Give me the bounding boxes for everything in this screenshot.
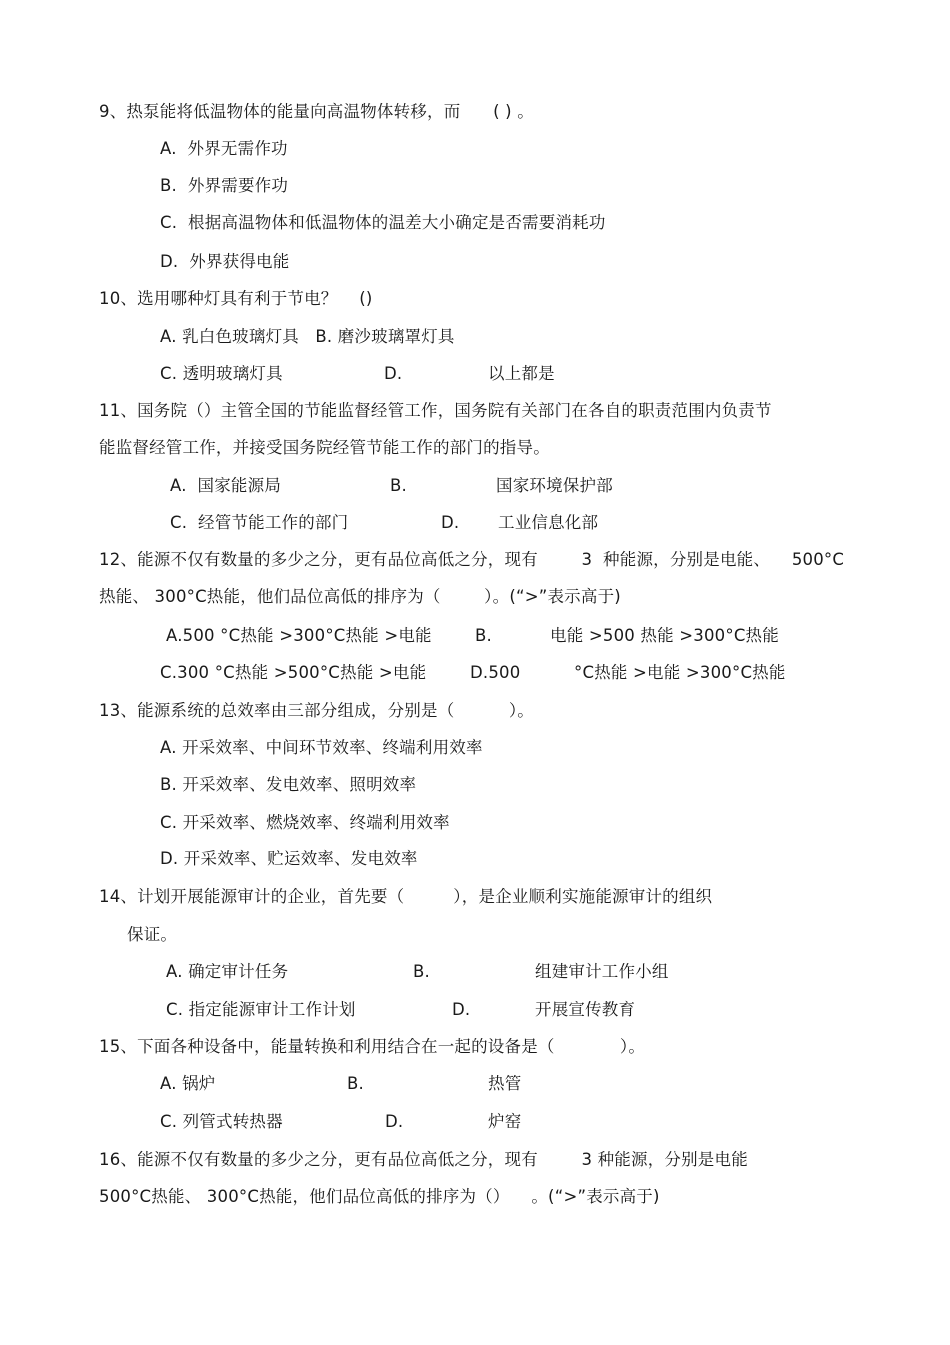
q11-stem-line2: 能监督经管工作，并接受国务院经管节能工作的部门的指导。 bbox=[99, 438, 550, 457]
q14-option-a: A. 确定审计任务 bbox=[166, 962, 289, 981]
q11-option-b-letter: B. bbox=[390, 476, 407, 495]
q14-stem-line2: 保证。 bbox=[127, 925, 178, 944]
q13-option-a: A. 开采效率、中间环节效率、终端利用效率 bbox=[160, 738, 483, 757]
q12-option-d-letter: D.500 bbox=[470, 663, 521, 682]
q14-option-d-text: 开展宣传教育 bbox=[535, 1000, 636, 1019]
q11-option-c: C. 经管节能工作的部门 bbox=[170, 513, 349, 532]
q12-stem-line2: 热能、 300°C热能，他们品位高低的排序为（ ）。(“>”表示高于) bbox=[99, 587, 621, 606]
q12-stem-line1: 12、能源不仅有数量的多少之分，更有品位高低之分，现有 3 种能源，分别是电能、 500°C bbox=[99, 550, 845, 569]
q13-option-d: D. 开采效率、贮运效率、发电效率 bbox=[160, 849, 418, 868]
q12-option-b-text: 电能 >500 热能 >300°C热能 bbox=[550, 626, 779, 645]
q14-option-c: C. 指定能源审计工作计划 bbox=[166, 1000, 356, 1019]
q16-stem-line2: 500°C热能、 300°C热能，他们品位高低的排序为（） 。(“>”表示高于) bbox=[99, 1187, 660, 1206]
q9-option-b: B. 外界需要作功 bbox=[160, 176, 289, 195]
q14-option-b-text: 组建审计工作小组 bbox=[535, 962, 669, 981]
q12-option-c: C.300 °C热能 >500°C热能 >电能 bbox=[160, 663, 427, 682]
q14-stem-line1: 14、计划开展能源审计的企业，首先要（ ），是企业顺利实施能源审计的组织 bbox=[99, 887, 713, 906]
q10-option-c: C. 透明玻璃灯具 bbox=[160, 364, 283, 383]
q10-option-d-letter: D. bbox=[384, 364, 403, 383]
q16-stem-line1: 16、能源不仅有数量的多少之分，更有品位高低之分，现有 3 种能源，分别是电能 bbox=[99, 1150, 748, 1169]
q11-option-d-text: 工业信息化部 bbox=[498, 513, 599, 532]
q11-stem-line1: 11、国务院（）主管全国的节能监督经管工作，国务院有关部门在各自的职责范围内负责节 bbox=[99, 401, 772, 420]
q15-option-b-letter: B. bbox=[347, 1074, 364, 1093]
q9-stem: 9、热泵能将低温物体的能量向高温物体转移，而 ( ) 。 bbox=[99, 102, 534, 121]
q14-option-b-letter: B. bbox=[413, 962, 430, 981]
q12-option-d-text: °C热能 >电能 >300°C热能 bbox=[574, 663, 786, 682]
q15-option-c: C. 列管式转热器 bbox=[160, 1112, 283, 1131]
q10-option-ab: A. 乳白色玻璃灯具 B. 磨沙玻璃罩灯具 bbox=[160, 327, 455, 346]
q14-option-d-letter: D. bbox=[452, 1000, 471, 1019]
q15-option-d-text: 炉窑 bbox=[488, 1112, 522, 1131]
q10-option-d-text: 以上都是 bbox=[488, 364, 555, 383]
q13-option-c: C. 开采效率、燃烧效率、终端利用效率 bbox=[160, 813, 450, 832]
q13-stem: 13、能源系统的总效率由三部分组成，分别是（ ）。 bbox=[99, 701, 534, 720]
q12-option-b-letter: B. bbox=[475, 626, 492, 645]
q15-stem: 15、下面各种设备中，能量转换和利用结合在一起的设备是（ ）。 bbox=[99, 1037, 646, 1056]
q10-stem: 10、选用哪种灯具有利于节电？ () bbox=[99, 289, 373, 308]
q15-option-b-text: 热管 bbox=[488, 1074, 522, 1093]
q12-option-a: A.500 °C热能 >300°C热能 >电能 bbox=[166, 626, 432, 645]
q11-option-b-text: 国家环境保护部 bbox=[496, 476, 613, 495]
q11-option-a: A. 国家能源局 bbox=[170, 476, 282, 495]
q9-option-a: A. 外界无需作功 bbox=[160, 139, 288, 158]
q9-option-d: D. 外界获得电能 bbox=[160, 252, 290, 271]
q15-option-d-letter: D. bbox=[385, 1112, 404, 1131]
q11-option-d-letter: D. bbox=[441, 513, 460, 532]
q15-option-a: A. 锅炉 bbox=[160, 1074, 216, 1093]
q13-option-b: B. 开采效率、发电效率、照明效率 bbox=[160, 775, 417, 794]
q9-option-c: C. 根据高温物体和低温物体的温差大小确定是否需要消耗功 bbox=[160, 213, 606, 232]
